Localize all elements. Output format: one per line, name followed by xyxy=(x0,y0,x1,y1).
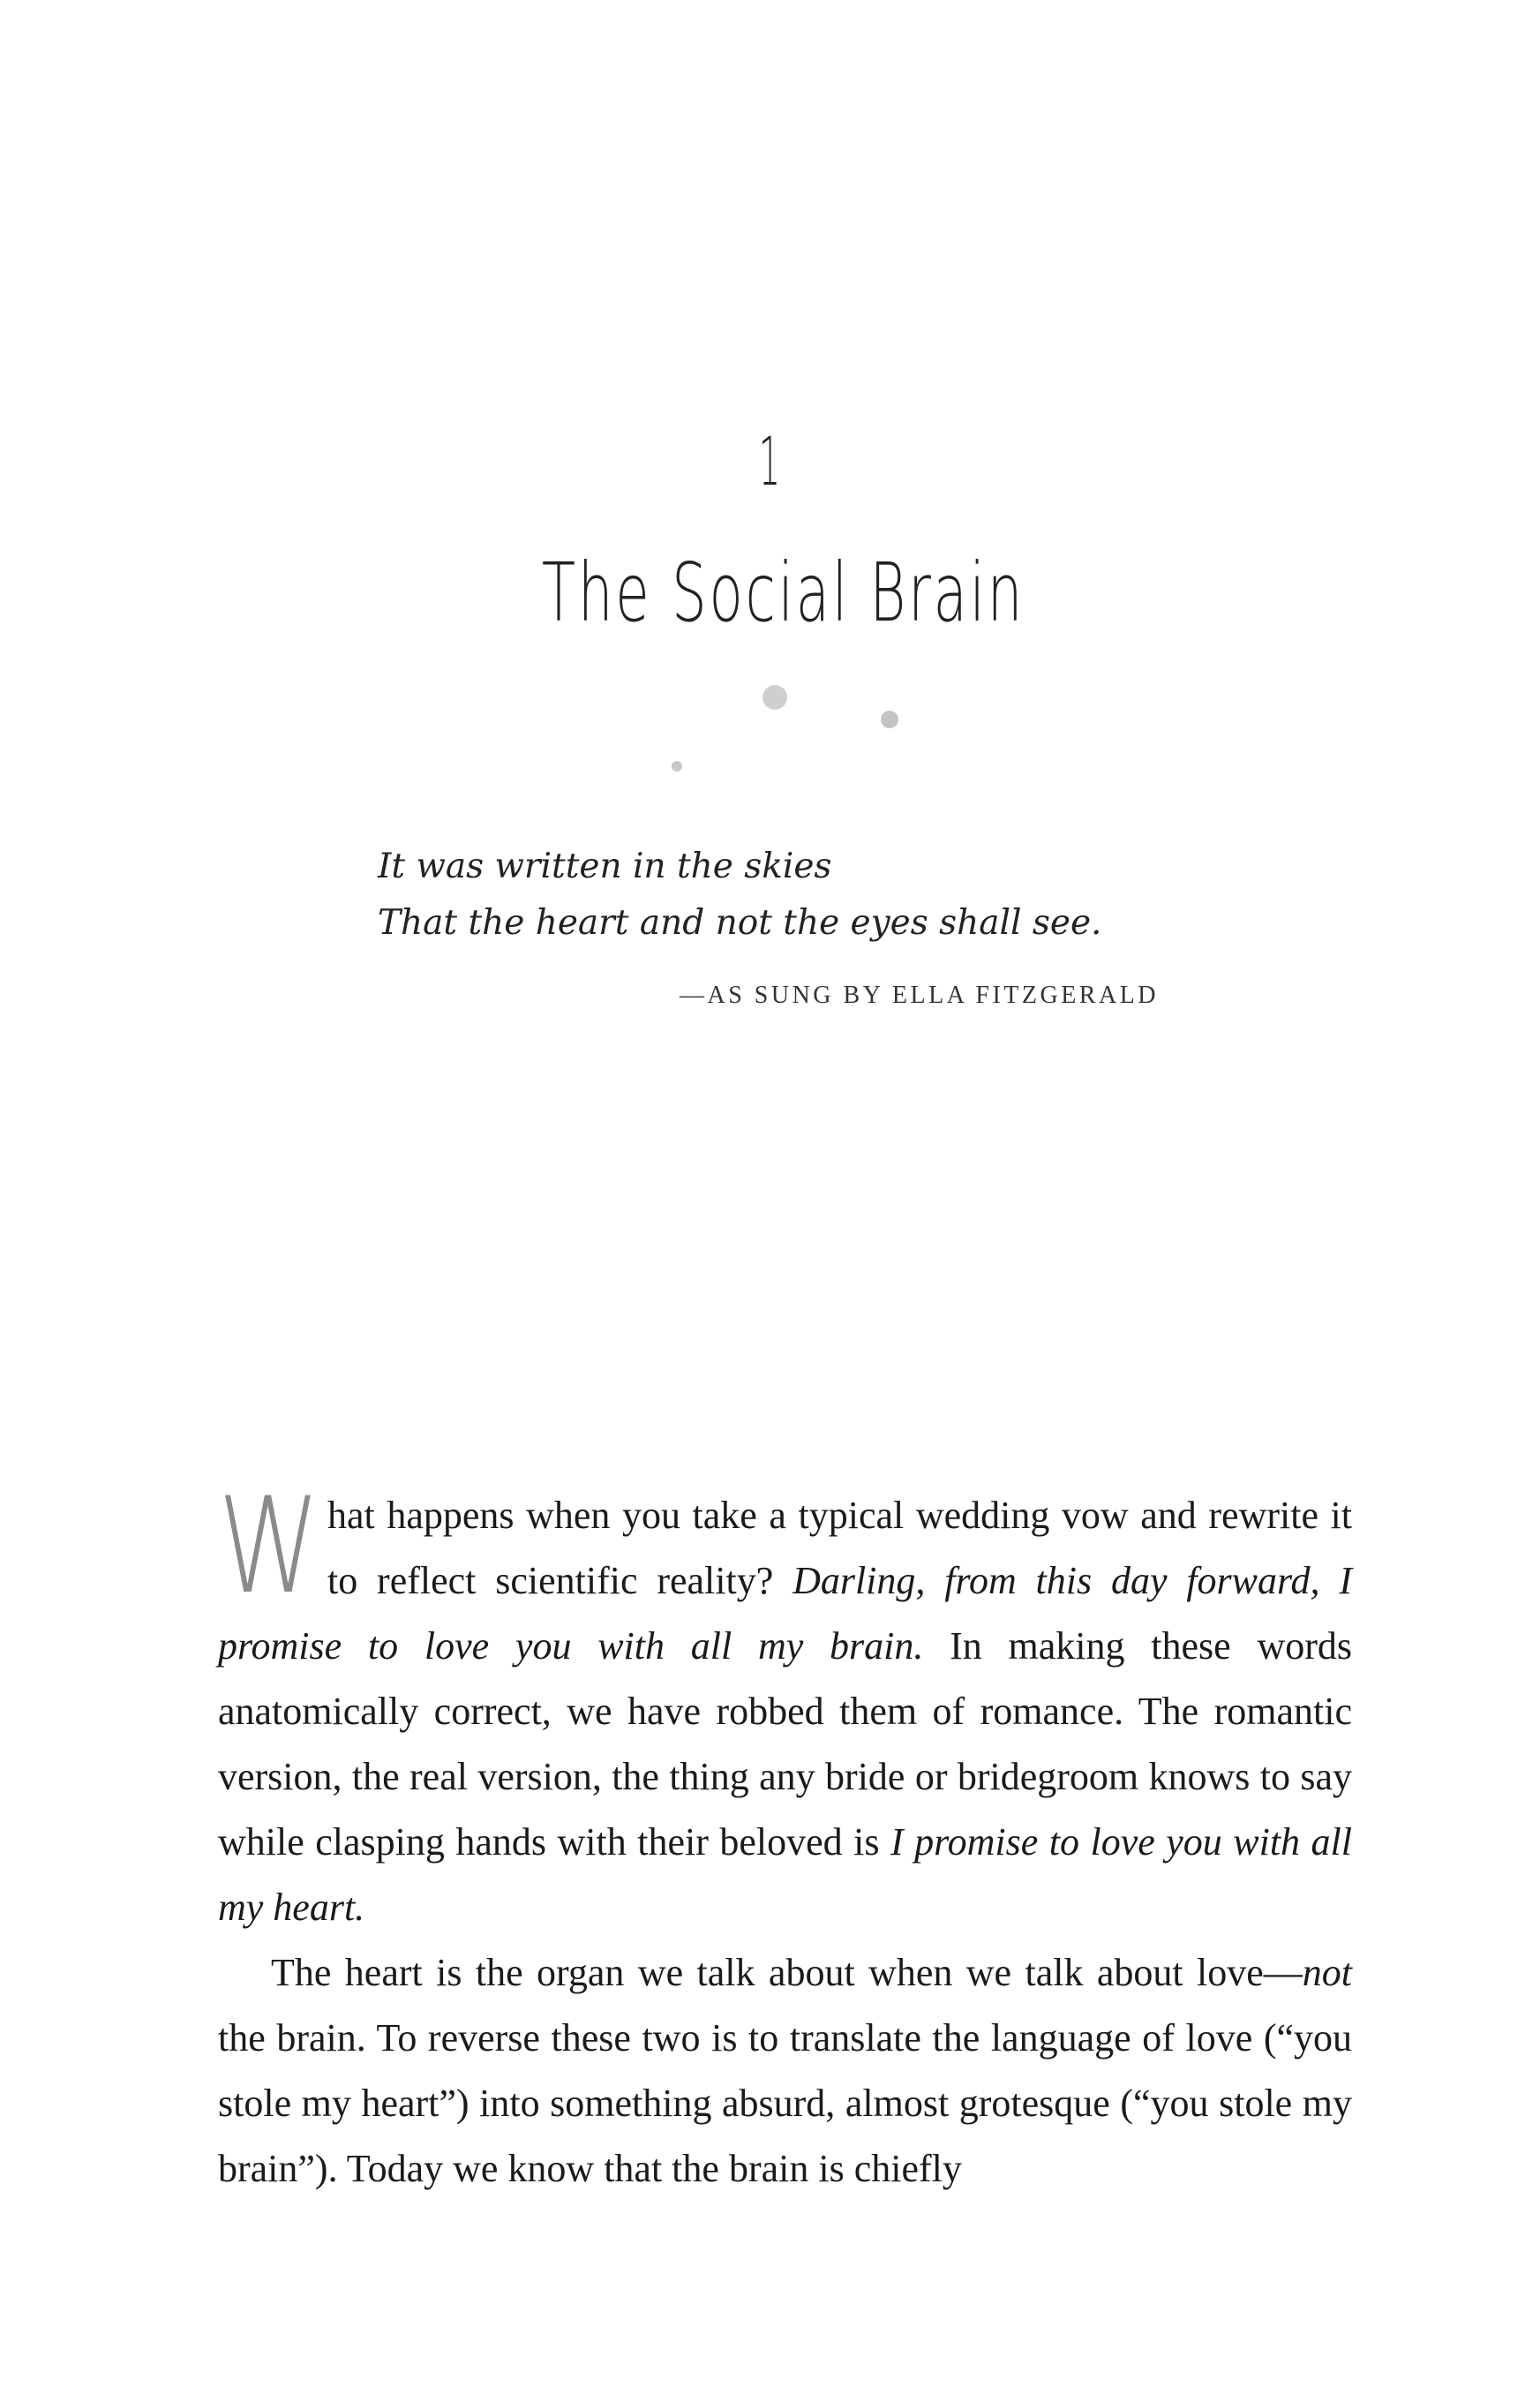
paragraph-1-italic-b: I promise to love you with all my heart. xyxy=(218,1820,1352,1929)
epigraph-line-1: It was written in the skies xyxy=(378,847,832,886)
paragraph-2-text-a: The heart is the organ we talk about when we talk about love— xyxy=(271,1951,1303,1994)
paragraph-1-text-a: hat happens when you take a typical wedding vow and rewrite it to reflect scientific reality? xyxy=(327,1494,1352,1602)
ornament-dot-right xyxy=(881,711,898,728)
paragraph-2 xyxy=(218,1940,1352,2202)
paragraph-2-italic-a: not xyxy=(1302,1951,1352,1994)
epigraph-attribution: —AS SUNG BY ELLA FITZGERALD xyxy=(680,982,1160,1009)
paragraph-1 xyxy=(218,1470,1353,1940)
constellation-ornament xyxy=(653,680,918,786)
chapter-title: The Social Brain xyxy=(541,546,1025,640)
drop-cap: W xyxy=(218,1470,320,1623)
paragraph-1-italic-a: Darling, from this day forward, I promise to love you with all my brain. xyxy=(218,1559,1352,1668)
epigraph-line-2: That the heart and not the eyes shall see. xyxy=(378,903,1102,943)
paragraph-1-text-b: In making these words anatomically correct, we have robbed them of romance. The romantic version, the real version, the thing any bride or bridegroom knows to say while clasping hands with their beloved is xyxy=(218,1624,1353,1864)
paragraph-2-text-b: the brain. To reverse these two is to translate the language of love (“you stole my heart”) into something absurd, almost grotesque (“you stole my brain”). Today we know that the brain is chiefly xyxy=(218,2016,1352,2190)
chapter-number: 1 xyxy=(758,422,782,501)
epigraph xyxy=(378,839,1216,952)
ornament-dot-large xyxy=(762,685,787,710)
body-text xyxy=(218,1470,1353,2202)
ornament-dot-small xyxy=(672,761,682,772)
